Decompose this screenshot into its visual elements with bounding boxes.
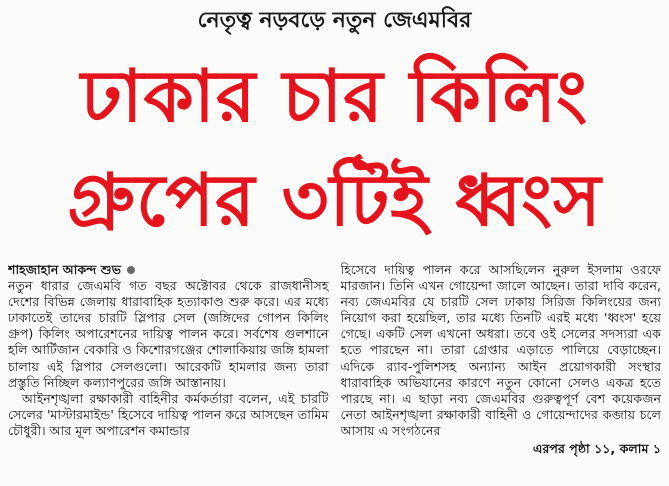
left-column [8, 262, 329, 480]
continuation-note: এরপর পৃষ্ঠা ১১, কলাম ১ [532, 441, 661, 457]
main-headline-line-2: গ্রুপের ৩টিই ধ্বংস [67, 158, 602, 242]
article-paragraph: আইনশৃঙ্খলা রক্ষাকারী বাহিনীর কর্মকর্তারা বলেন, এই চারটি সেলের 'মাস্টারমাইন্ড' হিসেবে দায়িত্ব পালন করে আসছেন তামিম চৌধুরী। আর মূল অপারেশন কমান্ডার [8, 390, 329, 438]
article-body [8, 262, 661, 480]
right-column [341, 262, 662, 480]
byline-author: শাহজাহান আকন্দ শুভ [8, 262, 122, 277]
byline [8, 262, 329, 278]
kicker-headline: নেতৃত্ব নড়বড়ে নতুন জেএমবির [197, 8, 472, 33]
main-headline-line-1: ঢাকার চার কিলিং [80, 54, 589, 138]
article-paragraph: হিসেবে দায়িত্ব পালন করে আসছিলেন নুরুল ইসলাম ওরফে মারজান। তিনি এখন গোয়েন্দা জালে আছেন। তারা দাবি করেন, নব্য জেএমবির যে চারটি সেল ঢাকায় সিরিজ কিলিংয়ের জন্য নিয়োগ করা হয়েছিল, তার মধ্যে তিনটি এরই মধ্যে 'ধ্বংস' হয়ে গেছে। একটি সেল এখনো অধরা। তবে ওই সেলের সদস্যরা এক হতে পারছেন না। তারা গ্রেপ্তার এড়াতে পালিয়ে বেড়াচ্ছেন। এদিকে র‌্যাব-পুলিশসহ অন্যান্য আইন প্রয়োগকারী সংস্থার ধারাবাহিক অভিযানের কারণে নতুন কোনো সেলও একত্র হতে পারছে না। এ ছাড়া নব্য জেএমবির গুরুত্বপূর্ণ বেশ কয়েকজন নেতা আইনশৃঙ্খলা রক্ষাকারী বাহিনী ও গোয়েন্দাদের কব্জায় চলে আসায় এ সংগঠনের [340, 262, 661, 438]
bullet-dot-icon [127, 266, 135, 274]
article-paragraph: নতুন ধারার জেএমবি গত বছর অক্টোবর থেকে রাজধানীসহ দেশের বিভিন্ন জেলায় ধারাবাহিক হত্যাকাণ্ড শুরু করে। এর মধ্যে ঢাকাতেই তাদের চারটি স্লিপার সেল (জঙ্গিদের গোপন কিলিং গ্রুপ) কিলিং অপারেশনের দায়িত্ব পালন করে। সর্বশেষ গুলশানে হলি আর্টিজান বেকারি ও কিশোরগঞ্জের শোলাকিয়ায় জঙ্গি হামলা চালায় এই স্লিপার সেলগুলো। আরেকটি হামলার জন্য তারা প্রস্তুতি নিচ্ছিল কল্যাণপুরের জঙ্গি আস্তানায়। [8, 278, 329, 390]
